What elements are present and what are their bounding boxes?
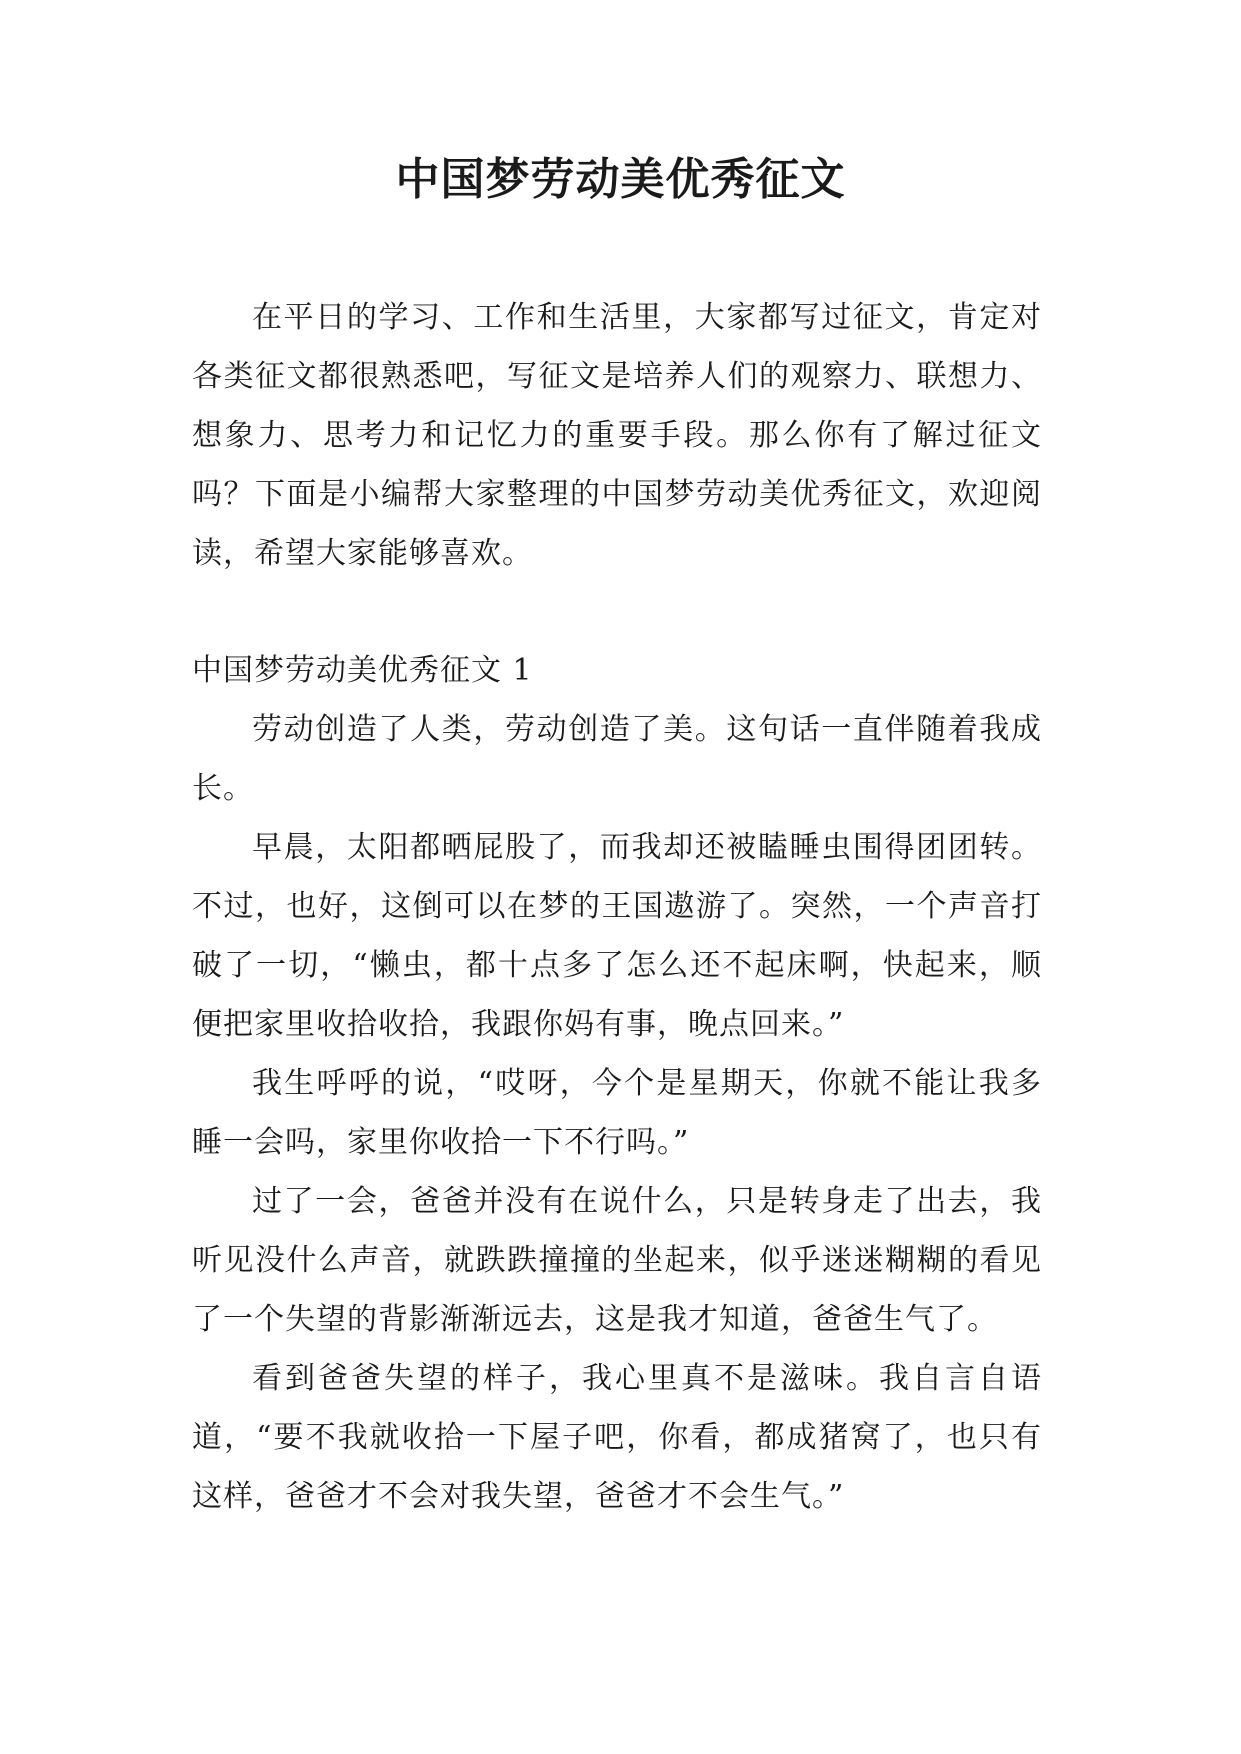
- section-heading: 中国梦劳动美优秀征文 1: [192, 653, 533, 688]
- section-spacer: [192, 583, 1042, 641]
- document-body: [192, 288, 1042, 1526]
- body-paragraph: 我生呼呼的说，“哎呀，今个是星期天，你就不能让我多睡一会吗，家里你收拾一下不行吗。”: [192, 1066, 1042, 1160]
- body-paragraph: 过了一会，爸爸并没有在说什么，只是转身走了出去，我听见没什么声音，就跌跌撞撞的坐起来，似乎迷迷糊糊的看见了一个失望的背影渐渐远去，这是我才知道，爸爸生气了。: [192, 1184, 1042, 1337]
- body-paragraph: 早晨，太阳都晒屁股了，而我却还被瞌睡虫围得团团转。不过，也好，这倒可以在梦的王国遨游了。突然，一个声音打破了一切，“懒虫，都十点多了怎么还不起床啊，快起来，顺便把家里收拾收拾，我跟你妈有事，晚点回来。”: [192, 830, 1042, 1042]
- intro-paragraph: 在平日的学习、工作和生活里，大家都写过征文，肯定对各类征文都很熟悉吧，写征文是培养人们的观察力、联想力、想象力、思考力和记忆力的重要手段。那么你有了解过征文吗？下面是小编帮大家整理的中国梦劳动美优秀征文，欢迎阅读，希望大家能够喜欢。: [192, 300, 1042, 571]
- body-paragraph: 看到爸爸失望的样子，我心里真不是滋味。我自言自语道，“要不我就收拾一下屋子吧，你看，都成猪窝了，也只有这样，爸爸才不会对我失望，爸爸才不会生气。”: [192, 1361, 1042, 1514]
- body-paragraph: 劳动创造了人类，劳动创造了美。这句话一直伴随着我成长。: [192, 712, 1042, 806]
- document-title: 中国梦劳动美优秀征文: [395, 154, 846, 205]
